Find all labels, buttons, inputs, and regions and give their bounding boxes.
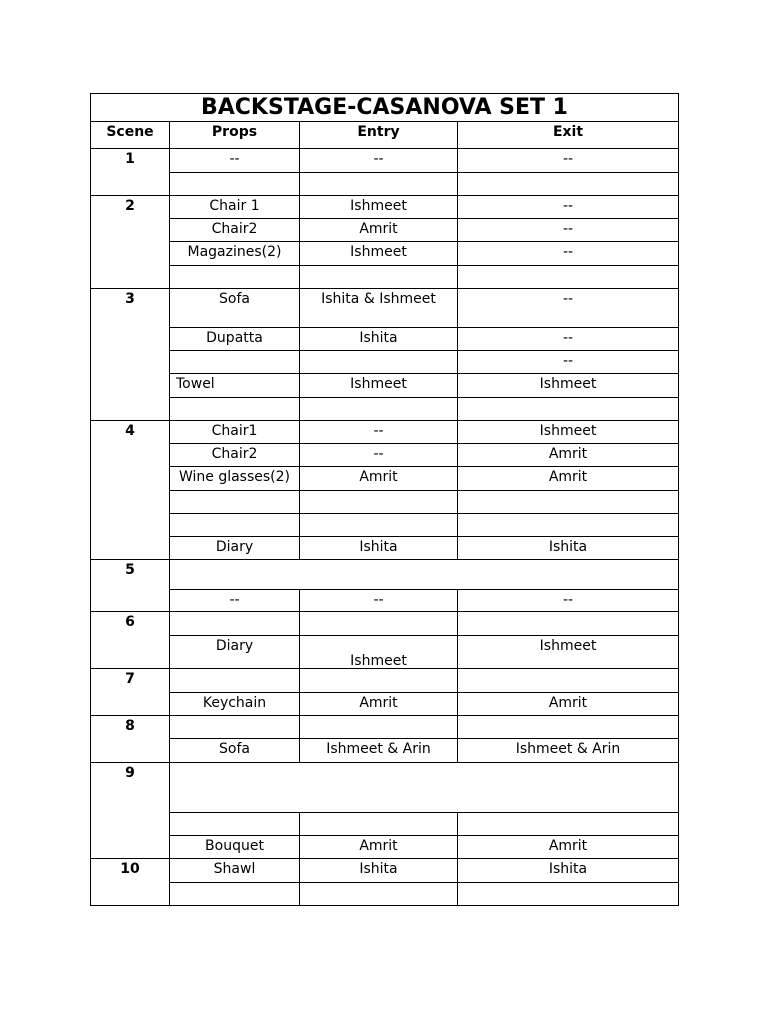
entry-cell: Ishita (299, 536, 458, 560)
scene-cell: 7 (90, 668, 170, 716)
exit-cell (457, 611, 679, 636)
exit-cell (457, 668, 679, 693)
props-cell: Bouquet (169, 835, 300, 859)
entry-cell: -- (299, 589, 458, 612)
scene-cell: 9 (90, 762, 170, 859)
exit-cell (457, 172, 679, 196)
exit-cell: Ishmeet (457, 373, 679, 398)
props-cell: Sofa (169, 288, 300, 328)
props-cell: Chair2 (169, 443, 300, 467)
exit-cell: -- (457, 148, 679, 173)
props-cell: Sofa (169, 738, 300, 763)
entry-cell (299, 397, 458, 421)
entry-cell (299, 882, 458, 906)
props-cell (169, 611, 300, 636)
exit-cell: -- (457, 241, 679, 266)
exit-cell: Ishmeet & Arin (457, 738, 679, 763)
scene-cell: 8 (90, 715, 170, 763)
exit-cell (457, 812, 679, 836)
exit-cell: Amrit (457, 443, 679, 467)
entry-cell: Amrit (299, 466, 458, 491)
header-props: Props (169, 121, 300, 149)
props-cell: Diary (169, 635, 300, 669)
entry-cell (299, 265, 458, 289)
entry-cell: Ishmeet & Arin (299, 738, 458, 763)
entry-cell: Amrit (299, 218, 458, 242)
props-cell: Wine glasses(2) (169, 466, 300, 491)
props-cell: Diary (169, 536, 300, 560)
props-cell (169, 265, 300, 289)
entry-cell: -- (299, 148, 458, 173)
entry-cell: Ishmeet (299, 373, 458, 398)
entry-cell: Ishmeet (299, 195, 458, 219)
scene-cell: 1 (90, 148, 170, 196)
exit-cell: -- (457, 327, 679, 351)
props-cell: Magazines(2) (169, 241, 300, 266)
exit-cell: Ishmeet (457, 420, 679, 444)
exit-cell: Ishita (457, 858, 679, 883)
entry-cell (299, 490, 458, 514)
props-cell: Keychain (169, 692, 300, 716)
scene-cell: 6 (90, 611, 170, 669)
scene-notes-cell (169, 762, 679, 813)
scene-cell: 4 (90, 420, 170, 560)
exit-cell: Amrit (457, 692, 679, 716)
entry-cell: Ishita (299, 327, 458, 351)
props-cell (169, 668, 300, 693)
entry-cell (299, 611, 458, 636)
props-cell (169, 490, 300, 514)
entry-cell (299, 350, 458, 374)
entry-cell: -- (299, 420, 458, 444)
entry-cell: Ishita (299, 858, 458, 883)
exit-cell: -- (457, 218, 679, 242)
entry-cell (299, 812, 458, 836)
scene-cell: 5 (90, 559, 170, 612)
props-cell: Chair1 (169, 420, 300, 444)
exit-cell (457, 513, 679, 537)
entry-cell: Ishmeet (299, 635, 458, 669)
entry-cell: Ishita & Ishmeet (299, 288, 458, 328)
document-title: BACKSTAGE-CASANOVA SET 1 (90, 93, 679, 122)
props-cell (169, 715, 300, 739)
props-cell (169, 350, 300, 374)
header-entry: Entry (299, 121, 458, 149)
exit-cell (457, 397, 679, 421)
exit-cell: Ishmeet (457, 635, 679, 669)
entry-cell: Amrit (299, 835, 458, 859)
props-cell (169, 172, 300, 196)
header-scene: Scene (90, 121, 170, 149)
props-cell: Towel (169, 373, 300, 398)
props-cell (169, 812, 300, 836)
props-cell (169, 513, 300, 537)
props-cell: Chair 1 (169, 195, 300, 219)
entry-cell: -- (299, 443, 458, 467)
props-cell: -- (169, 148, 300, 173)
exit-cell: -- (457, 195, 679, 219)
exit-cell: -- (457, 589, 679, 612)
props-cell: Chair2 (169, 218, 300, 242)
props-cell: Dupatta (169, 327, 300, 351)
entry-cell: Amrit (299, 692, 458, 716)
props-table (90, 93, 679, 906)
exit-cell: Amrit (457, 466, 679, 491)
scene-notes-cell (169, 559, 679, 590)
exit-cell: -- (457, 350, 679, 374)
entry-cell (299, 668, 458, 693)
entry-cell: Ishmeet (299, 241, 458, 266)
exit-cell (457, 882, 679, 906)
header-exit: Exit (457, 121, 679, 149)
exit-cell: Amrit (457, 835, 679, 859)
props-cell (169, 397, 300, 421)
scene-cell: 2 (90, 195, 170, 289)
exit-cell (457, 490, 679, 514)
scene-cell: 10 (90, 858, 170, 906)
exit-cell: Ishita (457, 536, 679, 560)
entry-cell (299, 513, 458, 537)
props-cell (169, 882, 300, 906)
props-cell: Shawl (169, 858, 300, 883)
exit-cell (457, 265, 679, 289)
entry-cell (299, 715, 458, 739)
exit-cell (457, 715, 679, 739)
entry-cell (299, 172, 458, 196)
props-cell: -- (169, 589, 300, 612)
scene-cell: 3 (90, 288, 170, 421)
exit-cell: -- (457, 288, 679, 328)
